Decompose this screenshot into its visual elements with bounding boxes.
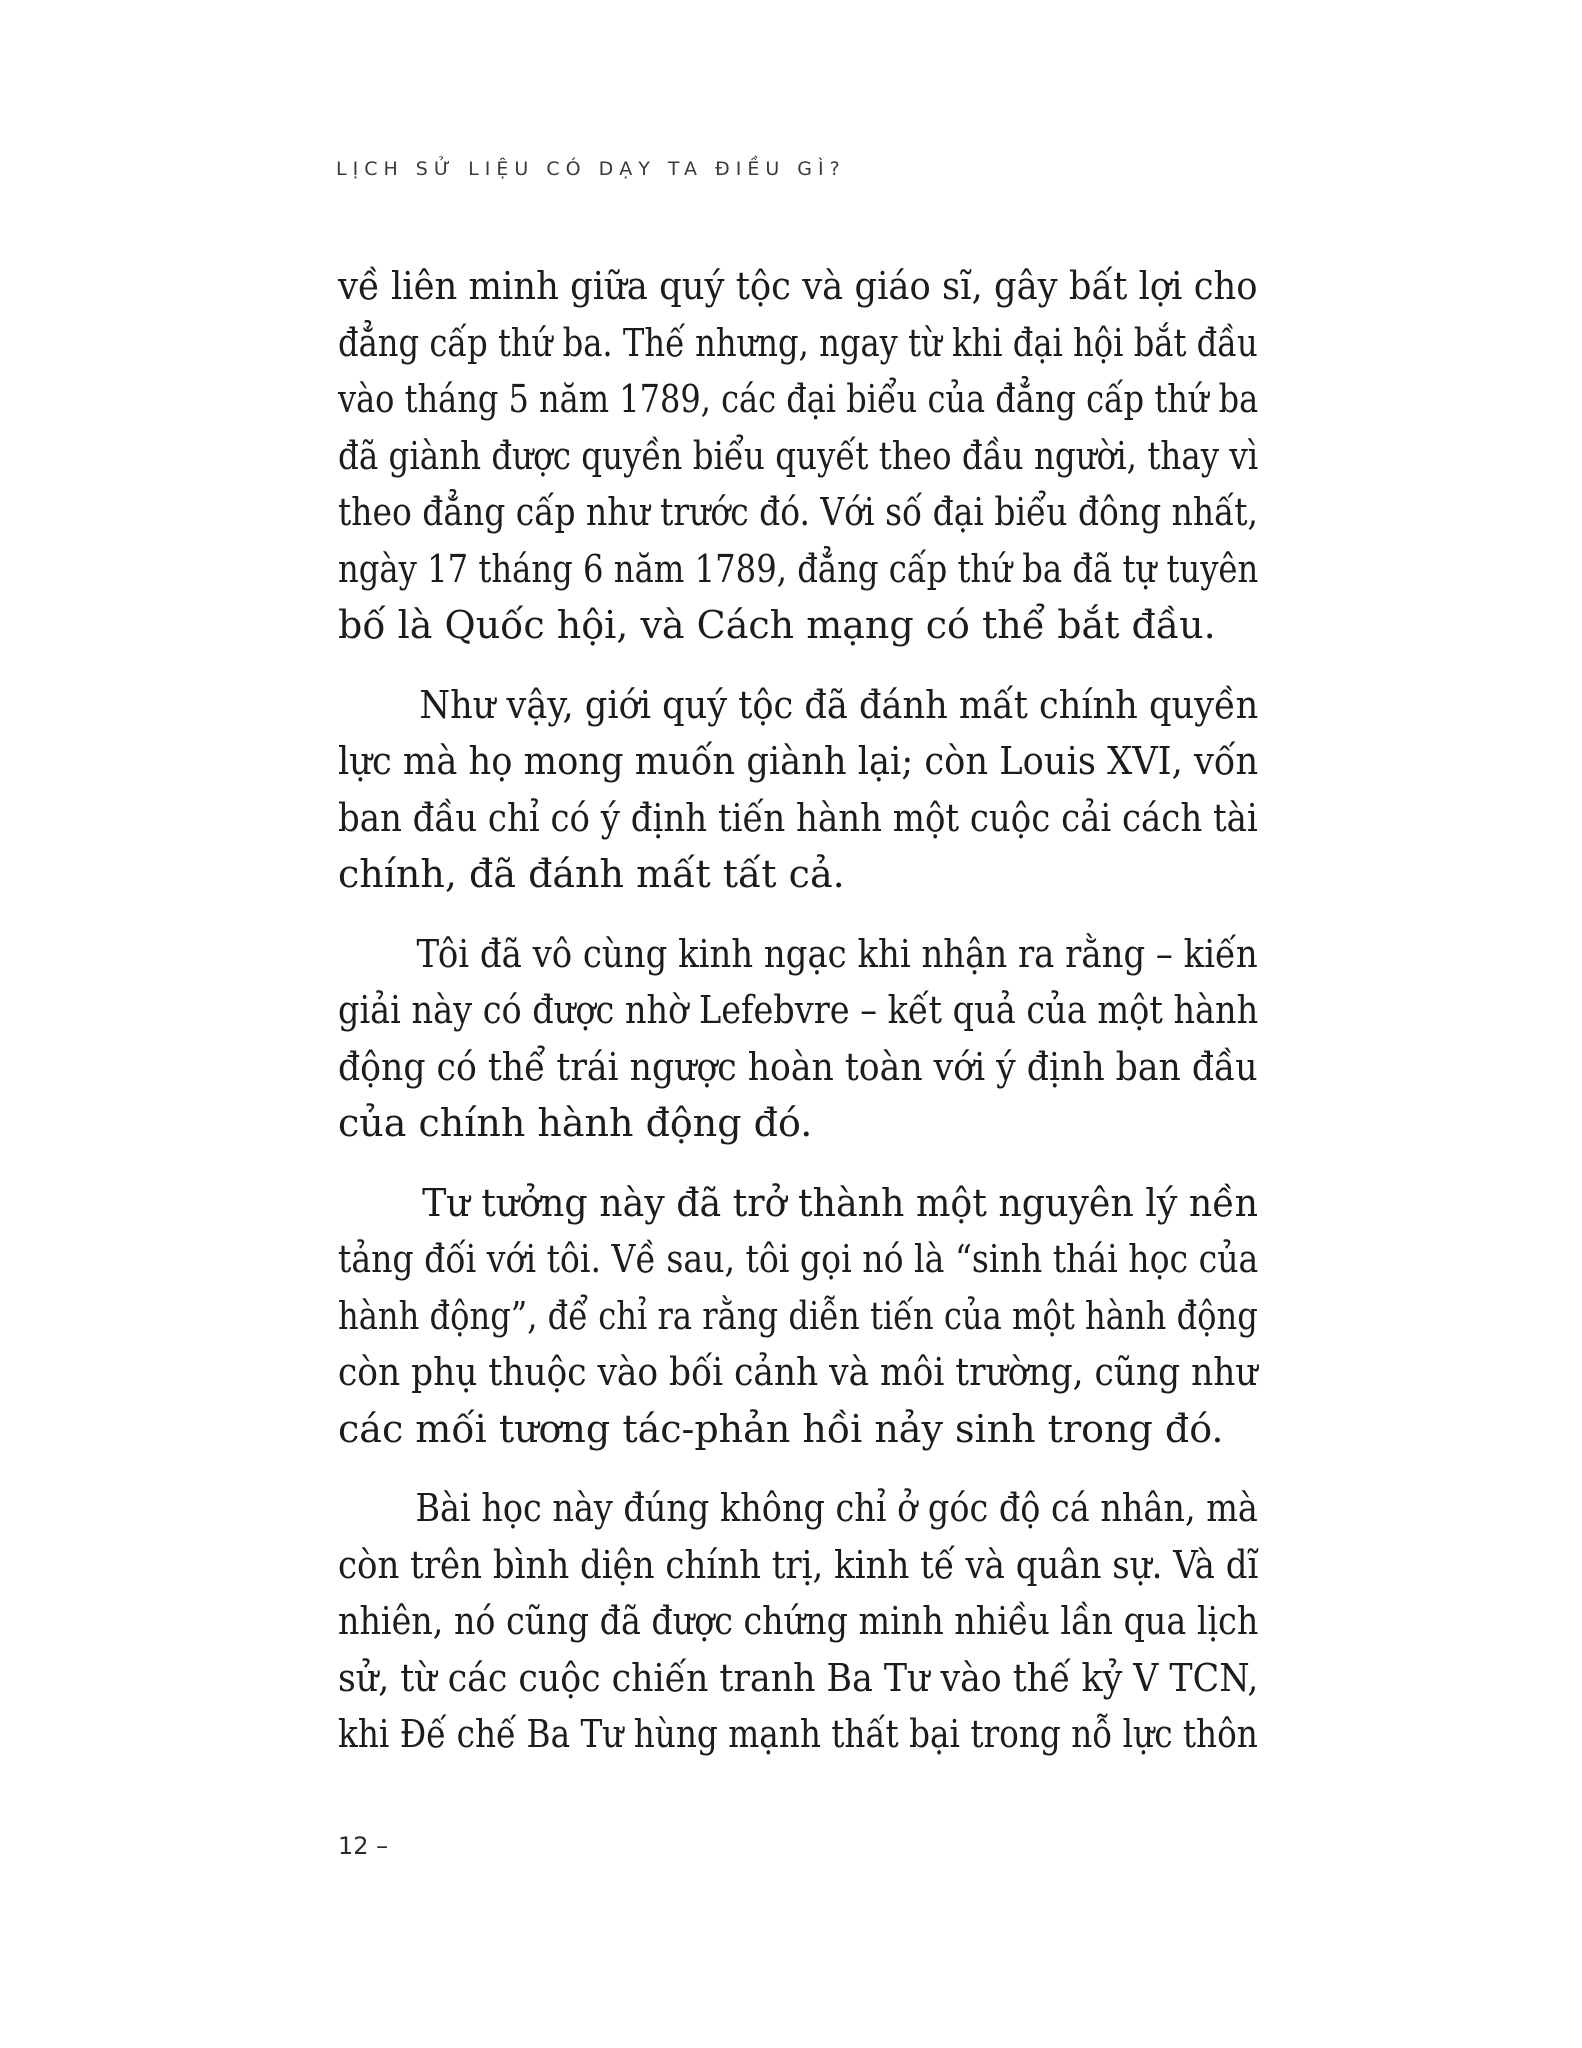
text-line: chính, đã đánh mất tất cả. [338,852,845,896]
text-line: lực mà họ mong muốn giành lại; còn Louis XVI, vốn [338,739,1259,783]
running-head-title: LỊCH SỬ LIỆU CÓ DẠY TA ĐIỀU GÌ? [336,158,846,180]
text-line: Như vậy, giới quý tộc đã đánh mất chính quyền [419,682,1259,727]
text-line: đã giành được quyền biểu quyết theo đầu người, thay vì [338,433,1259,478]
text-line: Tôi đã vô cùng kinh ngạc khi nhận ra rằng – kiến [416,931,1258,976]
paragraph [338,926,1258,1152]
text-line: theo đẳng cấp như trước đó. Với số đại biểu đông nhất, [338,490,1259,534]
text-line: sử, từ các cuộc chiến tranh Ba Tư vào thế kỷ V TCN, [338,1655,1259,1700]
body-text [338,258,1258,1786]
text-line: Bài học này đúng không chỉ ở góc độ cá nhân, mà [415,1486,1258,1530]
paragraph [338,1175,1258,1458]
text-line: vào tháng 5 năm 1789, các đại biểu của đẳng cấp thứ ba [338,377,1259,421]
text-line: về liên minh giữa quý tộc và giáo sĩ, gây bất lợi cho [338,264,1258,308]
text-line: tảng đối với tôi. Về sau, tôi gọi nó là “sinh thái học của [338,1237,1259,1281]
text-line: động có thể trái ngược hoàn toàn với ý định ban đầu [338,1044,1258,1089]
paragraph [338,677,1258,903]
text-line: đẳng cấp thứ ba. Thế nhưng, ngay từ khi đại hội bắt đầu [338,320,1258,365]
text-line: còn trên bình diện chính trị, kinh tế và quân sự. Và dĩ [338,1542,1259,1587]
text-line: ngày 17 tháng 6 năm 1789, đẳng cấp thứ ba đã tự tuyên [338,546,1259,591]
text-line: khi Đế chế Ba Tư hùng mạnh thất bại trong nỗ lực thôn [338,1712,1258,1756]
text-line: ban đầu chỉ có ý định tiến hành một cuộc cải cách tài [338,795,1258,840]
text-line: Tư tưởng này đã trở thành một nguyên lý nền [422,1180,1259,1225]
paragraph [338,1480,1258,1763]
text-line: giải này có được nhờ Lefebvre – kết quả của một hành [338,988,1259,1032]
text-line: các mối tương tác-phản hồi nảy sinh trong đó. [338,1406,1224,1451]
paragraph [338,258,1258,654]
text-line: bố là Quốc hội, và Cách mạng có thể bắt đầu. [338,603,1216,647]
text-line: nhiên, nó cũng đã được chứng minh nhiều lần qua lịch [338,1599,1259,1643]
text-line: của chính hành động đó. [338,1101,813,1145]
page-number: 12 – [338,1832,389,1860]
text-line: còn phụ thuộc vào bối cảnh và môi trường, cũng như [338,1350,1258,1394]
text-line: hành động”, để chỉ ra rằng diễn tiến của một hành động [338,1293,1258,1338]
